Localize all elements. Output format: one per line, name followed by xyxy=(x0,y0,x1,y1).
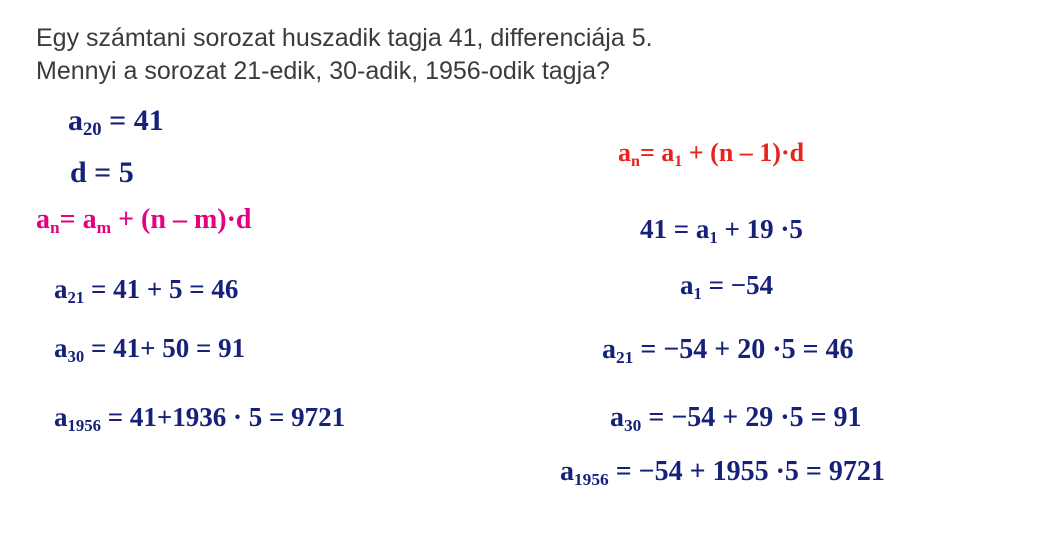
left-a1956-result xyxy=(54,402,345,433)
formula-n-sub-1: 1 xyxy=(674,152,683,170)
right-a1-expression: = −54 xyxy=(701,270,774,300)
formula-n-p3: + (n – 1)·d xyxy=(682,138,805,167)
right-a30-base: a xyxy=(610,402,624,433)
right-a21-result xyxy=(602,334,854,366)
given-a20-subscript: 20 xyxy=(83,119,102,141)
right-a1956-expression: = −54 + 1955 ·5 = 9721 xyxy=(608,456,885,487)
right-eq41-p1: 41 = a xyxy=(640,214,710,244)
formula-m-p2: = a xyxy=(59,204,97,235)
formula-m-sub-m: m xyxy=(96,217,112,237)
right-eq41-p2: + 19 ·5 xyxy=(717,214,803,244)
right-a1956-result xyxy=(560,456,885,488)
formula-general-m xyxy=(36,204,252,236)
left-a21-result xyxy=(54,274,238,305)
left-a30-result xyxy=(54,333,245,364)
formula-n-p1: a xyxy=(618,138,631,167)
left-a30-expression: = 41+ 50 = 91 xyxy=(84,333,246,363)
right-a1956-subscript: 1956 xyxy=(574,469,609,489)
formula-n-p2: = a xyxy=(639,138,675,167)
problem-statement: Egy számtani sorozat huszadik tagja 41, differenciája 5. Mennyi a sorozat 21-edik, 30-adik, 1956-odik tagja? xyxy=(36,24,653,85)
right-a1956-base: a xyxy=(560,456,574,487)
right-a21-expression: = −54 + 20 ·5 = 46 xyxy=(633,334,854,365)
right-eq41-subscript: 1 xyxy=(709,227,718,247)
left-a1956-expression: = 41+1936 · 5 = 9721 xyxy=(100,402,346,432)
right-a1-value xyxy=(680,270,773,301)
formula-m-p3: + (n – m)·d xyxy=(111,204,252,235)
left-a21-base: a xyxy=(54,274,68,304)
formula-n-sub-n: n xyxy=(631,152,640,170)
left-a1956-subscript: 1956 xyxy=(67,415,101,435)
given-a20-value: = 41 xyxy=(101,104,164,137)
right-a30-result xyxy=(610,402,862,434)
given-a20 xyxy=(68,104,164,141)
right-a30-expression: = −54 + 29 ·5 = 91 xyxy=(641,402,862,433)
right-a30-subscript: 30 xyxy=(624,415,642,435)
left-a30-base: a xyxy=(54,333,68,363)
formula-m-sub-n: n xyxy=(50,217,60,237)
given-a20-base: a xyxy=(68,104,83,137)
given-d: d = 5 xyxy=(70,156,134,189)
formula-general-1 xyxy=(618,138,804,168)
right-equation-41 xyxy=(640,214,803,245)
left-a21-expression: = 41 + 5 = 46 xyxy=(84,274,239,304)
right-a21-subscript: 21 xyxy=(616,347,634,367)
left-a30-subscript: 30 xyxy=(67,346,85,366)
left-a1956-base: a xyxy=(54,402,68,432)
right-a21-base: a xyxy=(602,334,616,365)
right-a1-subscript: 1 xyxy=(693,283,702,303)
right-a1-base: a xyxy=(680,270,694,300)
left-a21-subscript: 21 xyxy=(67,287,85,307)
formula-m-p1: a xyxy=(36,204,50,235)
